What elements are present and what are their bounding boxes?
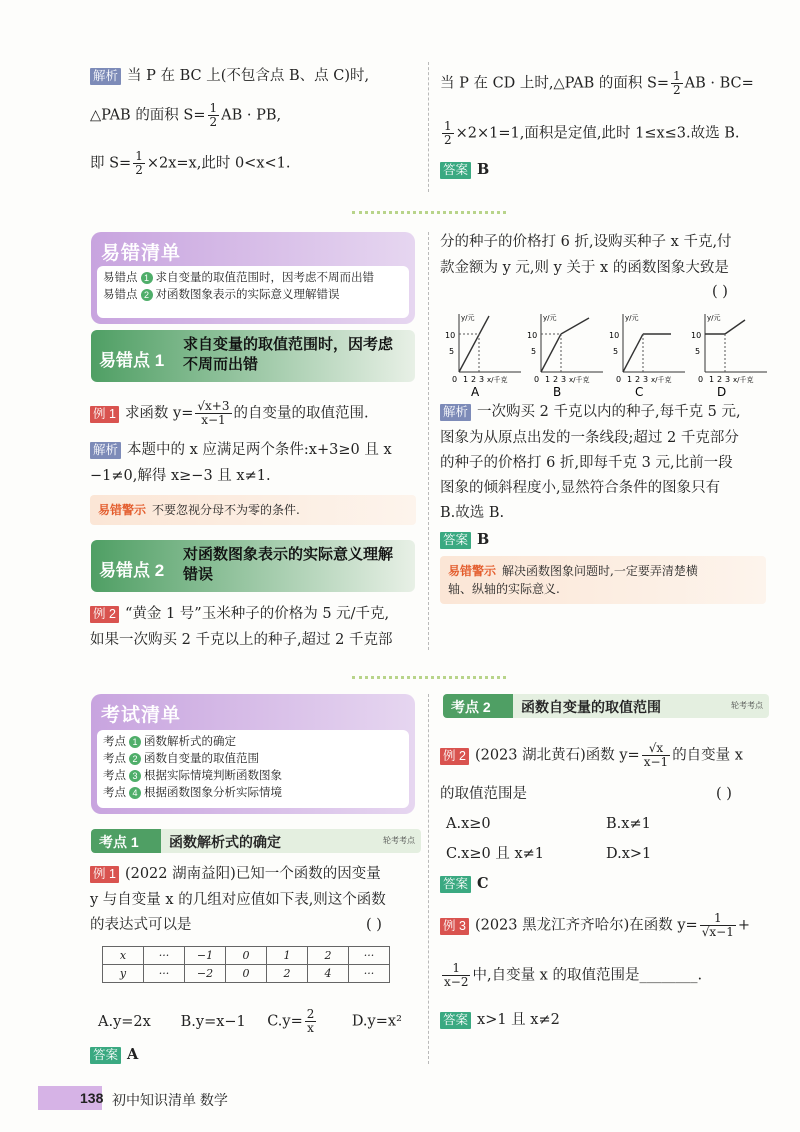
svg-text:5: 5 <box>613 347 619 356</box>
graph-C <box>609 314 685 399</box>
svg-text:x/千克: x/千克 <box>569 376 590 384</box>
option-c: C.y= $\frac{2}{x}$ <box>267 1007 315 1035</box>
svg-text:5: 5 <box>449 347 455 356</box>
footer-title: 初中知识清单 数学 <box>112 1092 228 1108</box>
top-line-1: 解析 当 P 在 BC 上(不包含点 B、点 C)时, <box>90 66 369 86</box>
option-b: B.x≠1 <box>606 816 651 832</box>
fraction-half: $\frac{1}{2}$ <box>444 119 452 147</box>
svg-text:10: 10 <box>609 331 620 340</box>
answer-tag: 答案 <box>440 532 471 549</box>
exam-ex2-options-2 <box>446 844 651 864</box>
exam-item-4: 考点 4 根据函数图象分析实际情境 <box>103 787 282 799</box>
cuo-point-2-header <box>91 540 415 592</box>
svg-text:y/元: y/元 <box>707 314 721 322</box>
cuo-jx1-line-1: 解析 本题中的 x 应满足两个条件:x+3≥0 且 x <box>90 440 392 460</box>
svg-text:10: 10 <box>445 331 456 340</box>
svg-text:x/千克: x/千克 <box>733 376 754 384</box>
cuo-point-2-title: 对函数图象表示的实际意义理解错误 <box>183 546 394 583</box>
svg-text:3: 3 <box>479 375 485 384</box>
value-table <box>102 946 390 983</box>
exam-ex1-line-1: 例 1 (2022 湖南益阳)已知一个函数的因变量 <box>90 864 381 884</box>
exam-ex1-line-3: 的表达式可以是 <box>90 917 192 933</box>
exam-ex1-paren: ( ) <box>366 917 382 933</box>
svg-text:10: 10 <box>527 331 538 340</box>
svg-text:0: 0 <box>534 375 540 384</box>
example-tag: 例 2 <box>440 748 469 765</box>
page-number: 138 <box>80 1090 104 1106</box>
exam-item-3: 考点 3 根据实际情境判断函数图象 <box>103 770 282 782</box>
cuo-item-2: 易错点 2 对函数图象表示的实际意义理解错误 <box>103 289 340 301</box>
right-jx-line-4: 图象的倾斜程度小,显然符合条件的图象只有 <box>440 480 721 496</box>
cuo-list-box <box>91 232 415 324</box>
kaodian-2-header: 考点 2 函数自变量的取值范围 轮考考点 <box>443 694 769 718</box>
option-b: B.y=x−1 <box>180 1013 246 1030</box>
exam-ex1-line-2: y 与自变量 x 的几组对应值如下表,则这个函数 <box>90 892 386 908</box>
svg-text:0: 0 <box>616 375 622 384</box>
cuo-point-1-header <box>91 330 415 382</box>
cuo-list-title: 易错清单 <box>101 243 182 264</box>
exam-ex3-line-1: 例 3 (2023 黑龙江齐齐哈尔)在函数 y= $\frac{1}{√x-1}$ + <box>440 912 750 939</box>
graph-label-D: D <box>717 385 727 399</box>
svg-text:x/千克: x/千克 <box>487 376 508 384</box>
svg-text:1: 1 <box>545 375 551 384</box>
svg-text:2: 2 <box>717 375 723 384</box>
cuo-list-body <box>97 266 409 318</box>
exam-ex2-line-1: 例 2 (2023 湖北黄石)函数 y= $\frac{√x}{x-1}$ 的自变量 x <box>440 742 743 769</box>
svg-text:3: 3 <box>561 375 567 384</box>
exam-list-box <box>91 694 415 814</box>
fraction-half: $\frac{1}{2}$ <box>135 149 143 177</box>
svg-text:2: 2 <box>553 375 559 384</box>
cuo-jx1-line-2: −1≠0,解得 x≥−3 且 x≠1. <box>90 468 271 484</box>
svg-text:5: 5 <box>531 347 537 356</box>
top-line-3: 即 S= $\frac{1}{2}$ ×2x=x,此时 0<x<1. <box>90 149 291 177</box>
right-answer-mid: 答案 B <box>440 530 489 550</box>
exam-list-body <box>97 730 409 808</box>
graph-B <box>527 314 603 399</box>
exam-list-title: 考试清单 <box>101 705 182 726</box>
svg-text:3: 3 <box>643 375 649 384</box>
svg-text:y/元: y/元 <box>543 314 557 322</box>
right-mid-line-2: 款金额为 y 元,则 y 关于 x 的函数图象大致是 <box>440 260 729 276</box>
top-right-line-1: 当 P 在 CD 上时,△PAB 的面积 S= $\frac{1}{2}$ AB · BC= <box>440 69 754 97</box>
exam-answer-3: 答案 x>1 且 x≠2 <box>440 1010 560 1030</box>
warning-label: 易错警示 <box>98 503 147 517</box>
top-line-2: △PAB 的面积 S= $\frac{1}{2}$ AB · PB, <box>90 101 282 129</box>
svg-text:1: 1 <box>709 375 715 384</box>
graph-label-B: B <box>553 385 562 399</box>
answer-tag: 答案 <box>440 876 471 893</box>
column-divider-bottom <box>428 694 429 1064</box>
svg-text:y/元: y/元 <box>461 314 475 322</box>
exam-item-1: 考点 1 函数解析式的确定 <box>103 736 236 748</box>
exam-ex3-line-2: $\frac{1}{x-2}$ 中,自变量 x 的取值范围是________. <box>444 961 703 989</box>
top-right-line-2: $\frac{1}{2}$ ×2×1=1,面积是定值,此时 1≤x≤3.故选 B. <box>444 119 740 147</box>
graph-label-C: C <box>635 385 644 399</box>
svg-text:0: 0 <box>698 375 704 384</box>
svg-text:0: 0 <box>452 375 458 384</box>
cuo-item-1: 易错点 1 求自变量的取值范围时，因考虑不周而出错 <box>103 272 374 284</box>
right-mid-paren: ( ) <box>712 284 728 300</box>
option-graphs <box>445 310 775 400</box>
right-jx-line-2: 图象为从原点出发的一条线段;超过 2 千克部分 <box>440 430 739 446</box>
example-tag: 例 1 <box>90 866 119 883</box>
divider-dots-2 <box>352 676 506 679</box>
cuo-point-2-label: 易错点 2 <box>99 561 165 580</box>
divider-dots-1 <box>352 211 506 214</box>
option-d: D.y=x² <box>351 1013 402 1030</box>
right-jx-line-1: 解析 一次购买 2 千克以内的种子,每千克 5 元, <box>440 402 741 422</box>
warning-label: 易错警示 <box>448 564 497 578</box>
svg-text:1: 1 <box>627 375 633 384</box>
fraction-sqrt: $\frac{√x+3}{x-1}$ <box>197 399 230 427</box>
cuo-point-1-title: 求自变量的取值范围时，因考虑不周而出错 <box>183 336 394 373</box>
jiexi-tag: 解析 <box>440 404 471 421</box>
svg-text:2: 2 <box>471 375 477 384</box>
graph-A <box>445 314 521 399</box>
top-right-answer: 答案 B <box>440 160 489 180</box>
right-jx-line-3: 的种子的价格打 6 折,即每千克 3 元,比前一段 <box>440 455 733 471</box>
svg-text:1: 1 <box>463 375 469 384</box>
exam-answer-2: 答案 C <box>440 874 489 894</box>
option-c: C.x≥0 且 x≠1 <box>446 846 545 862</box>
fraction-half: $\frac{1}{2}$ <box>673 69 681 97</box>
exam-ex2-paren: ( ) <box>716 786 732 802</box>
svg-text:x/千克: x/千克 <box>651 376 672 384</box>
cuo-example-2-line-2: 如果一次购买 2 千克以上的种子,超过 2 千克部 <box>90 632 393 648</box>
cuo-example-2-line-1: 例 2 “黄金 1 号”玉米种子的价格为 5 元/千克, <box>90 604 389 624</box>
kaodian-1-header: 考点 1 函数解析式的确定 轮考考点 <box>91 829 421 853</box>
exam-item-2: 考点 2 函数自变量的取值范围 <box>103 753 259 765</box>
graph-D <box>691 314 767 399</box>
fraction-half: $\frac{1}{2}$ <box>209 101 218 129</box>
answer-tag: 答案 <box>440 162 471 179</box>
table-row-x: x ··· −1 0 1 2 ··· <box>103 947 390 965</box>
right-jx-line-5: B.故选 B. <box>440 505 505 521</box>
exam-ex2-line-2: 的取值范围是 <box>440 786 527 802</box>
svg-text:10: 10 <box>691 331 702 340</box>
svg-text:5: 5 <box>695 347 701 356</box>
table-row-y: y ··· −2 0 2 4 ··· <box>103 965 390 983</box>
jiexi-tag: 解析 <box>90 442 121 459</box>
jiexi-tag: 解析 <box>90 68 121 85</box>
example-tag: 例 3 <box>440 918 469 935</box>
example-tag: 例 2 <box>90 606 119 623</box>
exam-answer-1: 答案 A <box>90 1045 138 1065</box>
cuo-example-1: 例 1 求函数 y= $\frac{√x+3}{x-1}$ 的自变量的取值范围. <box>90 400 369 427</box>
example-tag: 例 1 <box>90 406 119 423</box>
graph-label-A: A <box>471 385 480 399</box>
right-mid-line-1: 分的种子的价格打 6 折,设购买种子 x 千克,付 <box>440 234 732 250</box>
exam-ex2-options-1 <box>446 814 651 834</box>
answer-tag: 答案 <box>90 1047 121 1064</box>
answer-tag: 答案 <box>440 1012 471 1029</box>
column-divider-mid <box>428 232 429 650</box>
option-a: A.x≥0 <box>446 816 491 832</box>
svg-text:2: 2 <box>635 375 641 384</box>
right-warning: 易错警示 解决函数图象问题时,一定要弄清楚横 轴、纵轴的实际意义. <box>440 556 766 604</box>
exam-options <box>98 1008 402 1035</box>
column-divider-top <box>428 62 429 192</box>
svg-text:3: 3 <box>725 375 731 384</box>
cuo-point-1-label: 易错点 1 <box>99 351 165 370</box>
svg-text:y/元: y/元 <box>625 314 639 322</box>
cuo-warning-1: 易错警示 不要忽视分母不为零的条件. <box>90 495 416 525</box>
option-d: D.x>1 <box>606 846 652 862</box>
option-a: A.y=2x <box>98 1013 151 1030</box>
